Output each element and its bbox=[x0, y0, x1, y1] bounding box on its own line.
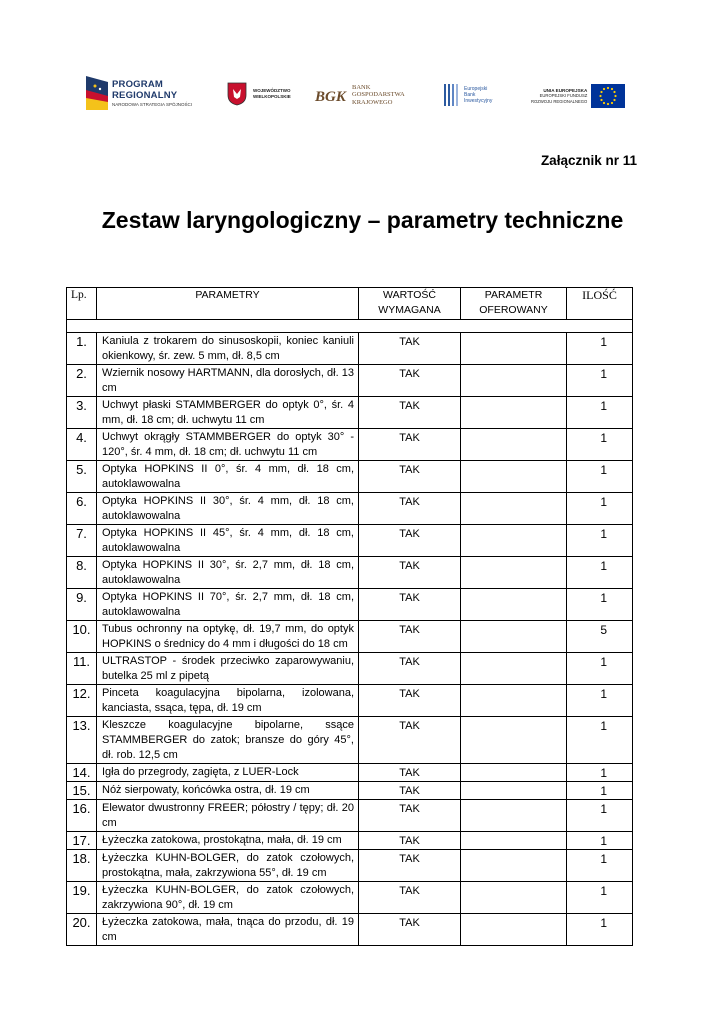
row-quantity: 1 bbox=[567, 782, 633, 800]
row-number: 2. bbox=[67, 365, 97, 397]
table-row bbox=[67, 525, 633, 557]
program-regionalny-emblem-icon bbox=[86, 76, 108, 110]
row-description: Kleszcze koagulacyjne bipolarne, ssące STAMMBERGER do zatok; bransze do góry 45°, dł. rob. 12,5 cm bbox=[97, 717, 359, 764]
row-number: 12. bbox=[67, 685, 97, 717]
row-number: 13. bbox=[67, 717, 97, 764]
bgk-logo bbox=[314, 82, 405, 108]
row-quantity: 5 bbox=[567, 621, 633, 653]
row-description: Pinceta koagulacyjna bipolarna, izolowana, kanciasta, ssąca, tępa, dł. 19 cm bbox=[97, 685, 359, 717]
row-number: 19. bbox=[67, 882, 97, 914]
row-quantity: 1 bbox=[567, 653, 633, 685]
row-required-value: TAK bbox=[359, 557, 461, 589]
table-row bbox=[67, 461, 633, 493]
program-regionalny-logo bbox=[86, 76, 192, 110]
table-row bbox=[67, 557, 633, 589]
table-row bbox=[67, 685, 633, 717]
row-quantity: 1 bbox=[567, 800, 633, 832]
row-required-value: TAK bbox=[359, 914, 461, 946]
row-description: Uchwyt płaski STAMMBERGER do optyk 0°, śr. 4 mm, dł. 18 cm; dł. uchwytu 11 cm bbox=[97, 397, 359, 429]
row-number: 15. bbox=[67, 782, 97, 800]
row-offered-parameter bbox=[461, 429, 567, 461]
table-row bbox=[67, 850, 633, 882]
row-description: Optyka HOPKINS II 70°, śr. 2,7 mm, dł. 18 cm, autoklawowalna bbox=[97, 589, 359, 621]
row-offered-parameter bbox=[461, 653, 567, 685]
row-required-value: TAK bbox=[359, 764, 461, 782]
page-title: Zestaw laryngologiczny – parametry techniczne bbox=[101, 207, 624, 233]
row-quantity: 1 bbox=[567, 429, 633, 461]
ebi-line3: Inwestycyjny bbox=[464, 98, 493, 104]
row-offered-parameter bbox=[461, 621, 567, 653]
row-required-value: TAK bbox=[359, 589, 461, 621]
row-quantity: 1 bbox=[567, 717, 633, 764]
table-row bbox=[67, 333, 633, 365]
row-quantity: 1 bbox=[567, 333, 633, 365]
row-offered-parameter bbox=[461, 333, 567, 365]
row-quantity: 1 bbox=[567, 461, 633, 493]
ue-line2: EUROPEJSKI FUNDUSZ bbox=[539, 93, 588, 99]
row-required-value: TAK bbox=[359, 365, 461, 397]
row-quantity: 1 bbox=[567, 832, 633, 850]
row-required-value: TAK bbox=[359, 850, 461, 882]
row-number: 18. bbox=[67, 850, 97, 882]
row-required-value: TAK bbox=[359, 397, 461, 429]
row-number: 14. bbox=[67, 764, 97, 782]
table-row bbox=[67, 621, 633, 653]
ebi-line2: Bank bbox=[464, 92, 476, 98]
ebi-line1: Europejski bbox=[464, 86, 488, 92]
row-required-value: TAK bbox=[359, 717, 461, 764]
row-number: 5. bbox=[67, 461, 97, 493]
row-offered-parameter bbox=[461, 764, 567, 782]
row-quantity: 1 bbox=[567, 589, 633, 621]
row-quantity: 1 bbox=[567, 764, 633, 782]
header-parametry: PARAMETRY bbox=[97, 288, 359, 320]
table-row bbox=[67, 365, 633, 397]
table-row bbox=[67, 832, 633, 850]
row-required-value: TAK bbox=[359, 621, 461, 653]
bgk-line3: KRAJOWEGO bbox=[352, 98, 393, 106]
wojewodztwo-line1: WOJEWÓDZTWO bbox=[253, 88, 291, 93]
row-offered-parameter bbox=[461, 914, 567, 946]
row-offered-parameter bbox=[461, 782, 567, 800]
row-offered-parameter bbox=[461, 850, 567, 882]
program-title-line2: REGIONALNY bbox=[112, 89, 178, 101]
row-description: Tubus ochronny na optykę, dł. 19,7 mm, do optyk HOPKINS o średnicy do 4 mm i długości do 18 cm bbox=[97, 621, 359, 653]
row-offered-parameter bbox=[461, 493, 567, 525]
row-offered-parameter bbox=[461, 685, 567, 717]
table-spacer-row bbox=[67, 320, 633, 333]
row-offered-parameter bbox=[461, 557, 567, 589]
row-description: Elewator dwustronny FREER; półostry / tępy; dł. 20 cm bbox=[97, 800, 359, 832]
row-description: Łyżeczka zatokowa, mała, tnąca do przodu, dł. 19 cm bbox=[97, 914, 359, 946]
row-offered-parameter bbox=[461, 461, 567, 493]
table-row bbox=[67, 397, 633, 429]
row-number: 1. bbox=[67, 333, 97, 365]
bgk-monogram: BGK bbox=[315, 89, 346, 105]
row-required-value: TAK bbox=[359, 525, 461, 557]
row-required-value: TAK bbox=[359, 800, 461, 832]
row-required-value: TAK bbox=[359, 832, 461, 850]
row-number: 8. bbox=[67, 557, 97, 589]
row-required-value: TAK bbox=[359, 493, 461, 525]
ebi-stripes-icon bbox=[444, 84, 460, 106]
row-offered-parameter bbox=[461, 397, 567, 429]
ue-logo bbox=[531, 84, 625, 108]
header-wartosc-line2: WYMAGANA bbox=[378, 304, 441, 316]
row-description: Optyka HOPKINS II 0°, śr. 4 mm, dł. 18 cm, autoklawowalna bbox=[97, 461, 359, 493]
row-required-value: TAK bbox=[359, 782, 461, 800]
header-wartosc-line1: WARTOŚĆ bbox=[383, 289, 436, 301]
row-offered-parameter bbox=[461, 365, 567, 397]
row-offered-parameter bbox=[461, 882, 567, 914]
row-quantity: 1 bbox=[567, 397, 633, 429]
row-description: Wziernik nosowy HARTMANN, dla dorosłych, dł. 13 cm bbox=[97, 365, 359, 397]
row-description: Łyżeczka KUHN-BOLGER, do zatok czołowych, zakrzywiona 90°, dł. 19 cm bbox=[97, 882, 359, 914]
row-quantity: 1 bbox=[567, 685, 633, 717]
bgk-line1: BANK bbox=[352, 83, 371, 91]
row-number: 7. bbox=[67, 525, 97, 557]
row-number: 20. bbox=[67, 914, 97, 946]
row-quantity: 1 bbox=[567, 365, 633, 397]
row-required-value: TAK bbox=[359, 685, 461, 717]
row-number: 11. bbox=[67, 653, 97, 685]
wojewodztwo-line2: WIELKOPOLSKIE bbox=[253, 94, 291, 99]
row-number: 17. bbox=[67, 832, 97, 850]
table-row bbox=[67, 429, 633, 461]
logo-bar bbox=[0, 76, 725, 116]
eu-flag-icon bbox=[591, 84, 625, 108]
header-ilosc: ILOŚĆ bbox=[567, 288, 633, 320]
row-description: ULTRASTOP - środek przeciwko zaparowywaniu, butelka 25 ml z pipetą bbox=[97, 653, 359, 685]
header-parametr-line2: OFEROWANY bbox=[479, 304, 548, 316]
row-quantity: 1 bbox=[567, 525, 633, 557]
row-quantity: 1 bbox=[567, 914, 633, 946]
spacer-cell bbox=[67, 320, 633, 333]
program-subtitle: NARODOWA STRATEGIA SPÓJNOŚCI bbox=[112, 101, 193, 107]
table-row bbox=[67, 914, 633, 946]
table-row bbox=[67, 589, 633, 621]
row-description: Igła do przegrody, zagięta, z LUER-Lock bbox=[97, 764, 359, 782]
bgk-monogram-icon bbox=[314, 82, 348, 108]
ue-line1: UNIA EUROPEJSKA bbox=[543, 87, 588, 93]
row-number: 6. bbox=[67, 493, 97, 525]
table-row bbox=[67, 717, 633, 764]
row-required-value: TAK bbox=[359, 429, 461, 461]
row-description: Łyżeczka zatokowa, prostokątna, mała, dł. 19 cm bbox=[97, 832, 359, 850]
row-description: Optyka HOPKINS II 30°, śr. 4 mm, dł. 18 cm, autoklawowalna bbox=[97, 493, 359, 525]
row-number: 9. bbox=[67, 589, 97, 621]
table-row bbox=[67, 882, 633, 914]
row-quantity: 1 bbox=[567, 850, 633, 882]
header-parametr bbox=[461, 288, 567, 320]
row-number: 4. bbox=[67, 429, 97, 461]
row-number: 10. bbox=[67, 621, 97, 653]
row-required-value: TAK bbox=[359, 333, 461, 365]
table-row bbox=[67, 782, 633, 800]
row-offered-parameter bbox=[461, 800, 567, 832]
row-description: Kaniula z trokarem do sinusoskopii, koniec kaniuli okienkowy, śr. zew. 5 mm, dł. 8,5 cm bbox=[97, 333, 359, 365]
parameters-table bbox=[66, 287, 633, 946]
table-row bbox=[67, 764, 633, 782]
row-number: 16. bbox=[67, 800, 97, 832]
wielkopolska-coat-of-arms-icon bbox=[227, 82, 247, 106]
row-description: Optyka HOPKINS II 30°, śr. 2,7 mm, dł. 18 cm, autoklawowalna bbox=[97, 557, 359, 589]
row-description: Nóż sierpowaty, końcówka ostra, dł. 19 cm bbox=[97, 782, 359, 800]
row-offered-parameter bbox=[461, 525, 567, 557]
row-quantity: 1 bbox=[567, 493, 633, 525]
row-number: 3. bbox=[67, 397, 97, 429]
row-description: Uchwyt okrągły STAMMBERGER do optyk 30° - 120°, śr. 4 mm, dł. 18 cm; dł. uchwytu 11 cm bbox=[97, 429, 359, 461]
row-offered-parameter bbox=[461, 589, 567, 621]
row-required-value: TAK bbox=[359, 461, 461, 493]
header-lp: Lp. bbox=[67, 288, 97, 320]
header-parametr-line1: PARAMETR bbox=[484, 289, 543, 301]
row-description: Łyżeczka KUHN-BOLGER, do zatok czołowych, prostokątna, mała, zakrzywiona 55°, dł. 19 cm bbox=[97, 850, 359, 882]
table-header-row bbox=[67, 288, 633, 320]
row-quantity: 1 bbox=[567, 557, 633, 589]
table-row bbox=[67, 653, 633, 685]
row-required-value: TAK bbox=[359, 882, 461, 914]
row-offered-parameter bbox=[461, 717, 567, 764]
program-title-line1: PROGRAM bbox=[112, 78, 164, 90]
row-required-value: TAK bbox=[359, 653, 461, 685]
bgk-line2: GOSPODARSTWA bbox=[352, 91, 405, 99]
row-offered-parameter bbox=[461, 832, 567, 850]
ue-line3: ROZWOJU REGIONALNEGO bbox=[531, 98, 588, 104]
ebi-logo bbox=[444, 84, 492, 106]
row-description: Optyka HOPKINS II 45°, śr. 4 mm, dł. 18 cm, autoklawowalna bbox=[97, 525, 359, 557]
header-wartosc bbox=[359, 288, 461, 320]
table-row bbox=[67, 493, 633, 525]
wojewodztwo-logo bbox=[227, 82, 291, 106]
annex-label: Załącznik nr 11 bbox=[540, 153, 637, 168]
table-row bbox=[67, 800, 633, 832]
row-quantity: 1 bbox=[567, 882, 633, 914]
